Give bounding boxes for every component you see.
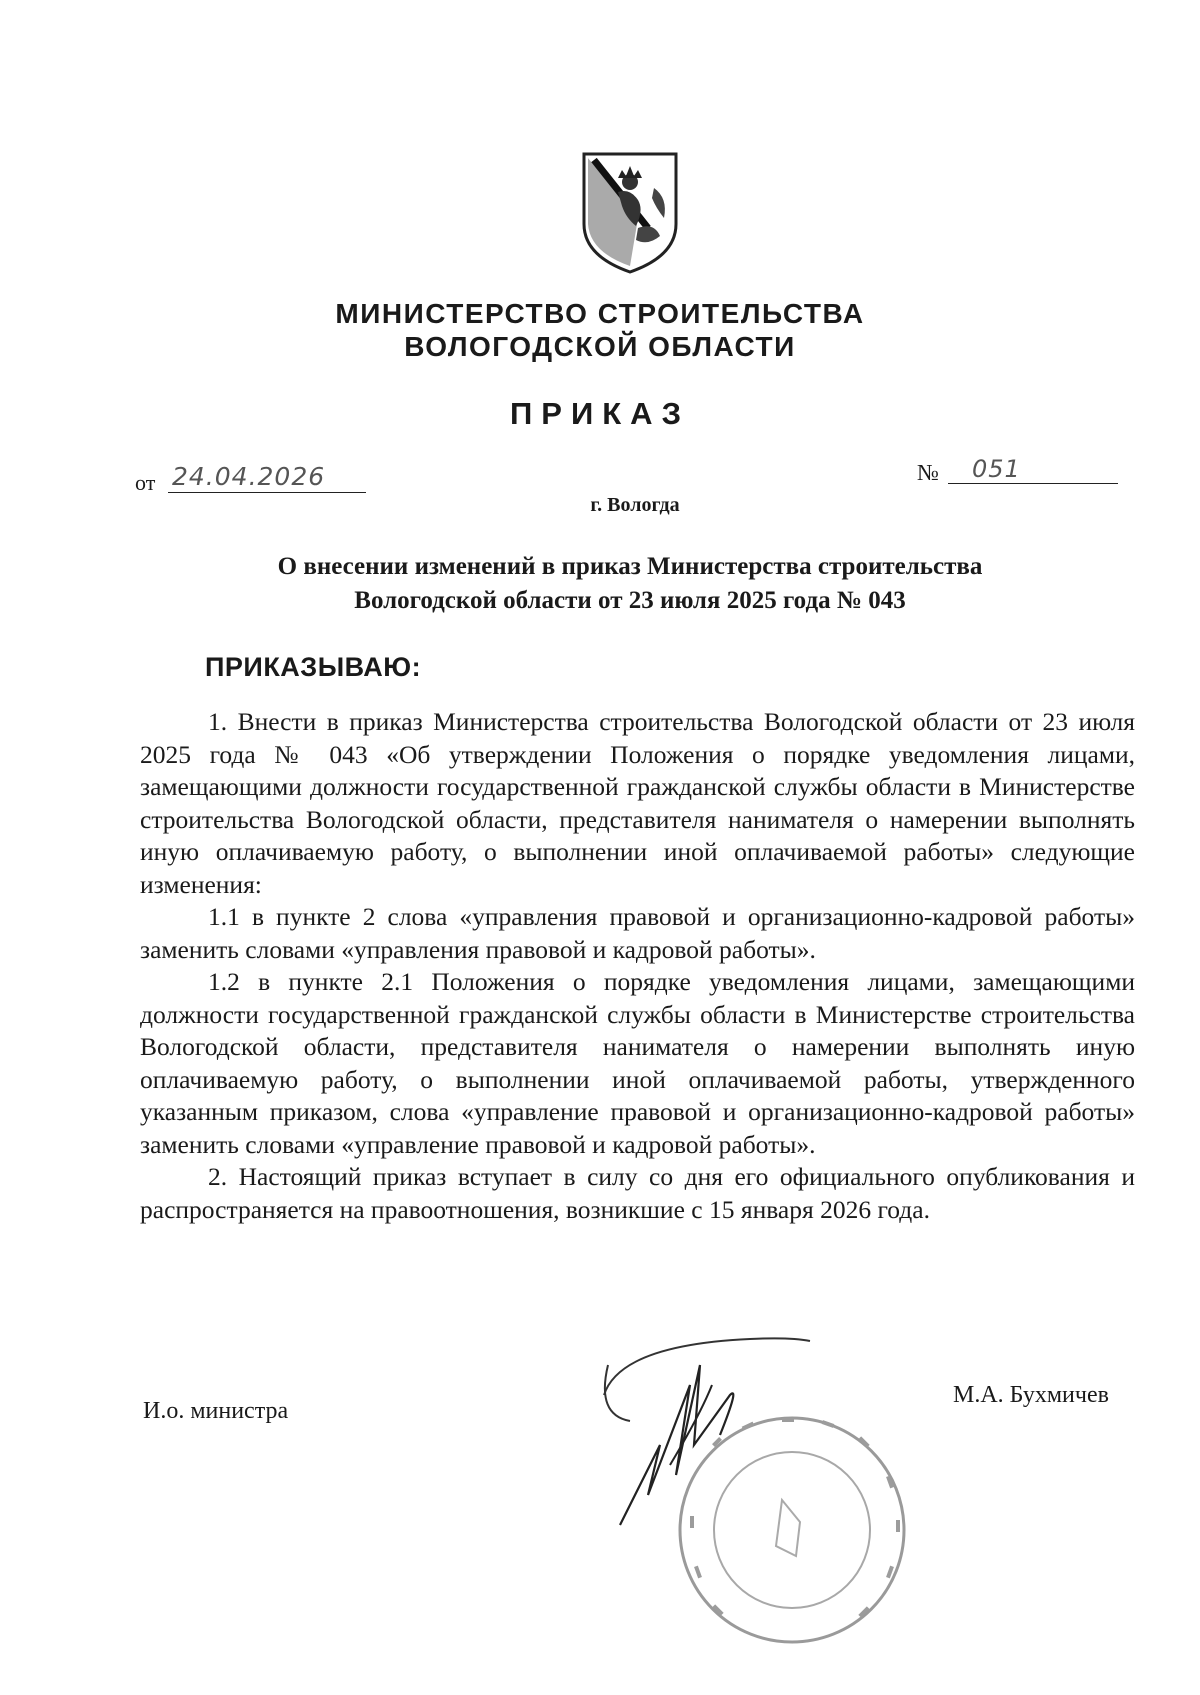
- paragraph-1-1: 1.1 в пункте 2 слова «управления правовой и организационно-кадровой работы» заменить словами «управления правовой и кадровой работы».: [140, 902, 1135, 964]
- city: г. Вологда: [590, 494, 680, 516]
- document-title: [220, 550, 1040, 618]
- date-underline: [168, 492, 366, 493]
- document-type: ПРИКАЗ: [510, 396, 690, 431]
- signatory-role: И.о. министра: [143, 1398, 289, 1424]
- document-body: [140, 706, 1135, 1226]
- paragraph-1: 1. Внести в приказ Министерства строительства Вологодской области от 23 июля 2025 года № 043 «Об утверждении Положения о порядке уведомления лицами, замещающими должности государственной гражданской службы области в Министерстве строительства Вологодской области, представителя нанимателя о намерении выполнять иную оплачиваемую работу, о выполнении иной оплачиваемой работы» следующие изменения:: [140, 707, 1135, 899]
- order-word: ПРИКАЗЫВАЮ:: [205, 652, 422, 682]
- date-value: 24.04.2026: [172, 462, 326, 491]
- title-line2: Вологодской области от 23 июля 2025 года № 043: [354, 587, 906, 614]
- number-value: 051: [972, 455, 1021, 483]
- number-label: №: [917, 460, 939, 485]
- number-underline: [948, 483, 1118, 484]
- handwritten-signature-icon: [600, 1325, 820, 1535]
- ministry-name-line2: ВОЛОГОДСКОЙ ОБЛАСТИ: [404, 331, 796, 362]
- date-label: от: [135, 470, 156, 495]
- signatory-name: М.А. Бухмичев: [953, 1382, 1109, 1408]
- coat-of-arms-icon: [578, 148, 682, 276]
- paragraph-1-2: 1.2 в пункте 2.1 Положения о порядке уведомления лицами, замещающими должности государственной гражданской службы области в Министерстве строительства Вологодской области, представителя нанимателя о намерении выполнять иную оплачиваемую работу, о выполнении иной оплачиваемой работы, утвержденного указанным приказом, слова «управление правовой и организационно-кадровой работы» заменить словами «управление правовой и кадровой работы».: [140, 967, 1135, 1159]
- ministry-name-line1: МИНИСТЕРСТВО СТРОИТЕЛЬСТВА: [335, 298, 865, 329]
- title-line1: О внесении изменений в приказ Министерства строительства: [277, 553, 983, 580]
- paragraph-2: 2. Настоящий приказ вступает в силу со дня его официального опубликования и распространяется на правоотношения, возникшие с 15 января 2026 года.: [140, 1162, 1135, 1224]
